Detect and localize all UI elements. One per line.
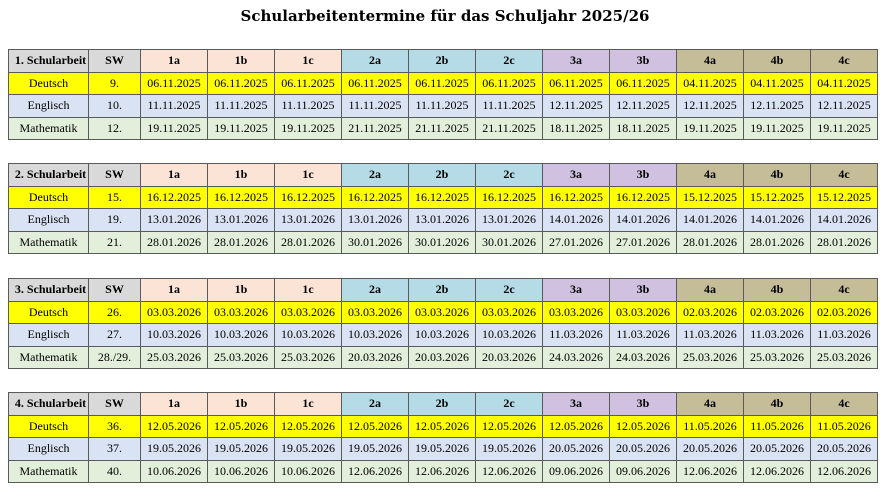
class-header-4b: 4b xyxy=(744,393,811,416)
class-header-3a: 3a xyxy=(543,50,610,73)
class-header-3a: 3a xyxy=(543,164,610,187)
schularbeit-block-2 xyxy=(8,163,878,254)
class-header-1c: 1c xyxy=(275,164,342,187)
subject-cell: Deutsch xyxy=(9,186,89,209)
class-header-1c: 1c xyxy=(275,50,342,73)
date-cell: 24.03.2026 xyxy=(543,346,610,369)
date-cell: 19.05.2026 xyxy=(409,438,476,461)
date-cell: 19.05.2026 xyxy=(275,438,342,461)
school-week-cell: 12. xyxy=(89,117,141,140)
subject-cell: Mathematik xyxy=(9,346,89,369)
date-cell: 20.05.2026 xyxy=(811,438,878,461)
date-cell: 16.12.2025 xyxy=(275,186,342,209)
date-cell: 11.11.2025 xyxy=(208,95,275,118)
date-cell: 12.05.2026 xyxy=(141,415,208,438)
date-cell: 13.01.2026 xyxy=(208,209,275,232)
header-row xyxy=(9,50,878,73)
class-header-1a: 1a xyxy=(141,50,208,73)
row-deutsch xyxy=(9,301,878,324)
date-cell: 14.01.2026 xyxy=(744,209,811,232)
date-cell: 11.03.2026 xyxy=(543,324,610,347)
class-header-1b: 1b xyxy=(208,279,275,302)
date-cell: 03.03.2026 xyxy=(275,301,342,324)
class-header-3a: 3a xyxy=(543,393,610,416)
date-cell: 02.03.2026 xyxy=(677,301,744,324)
date-cell: 15.12.2025 xyxy=(677,186,744,209)
sw-header: SW xyxy=(89,50,141,73)
date-cell: 12.11.2025 xyxy=(610,95,677,118)
date-cell: 25.03.2026 xyxy=(141,346,208,369)
date-cell: 13.01.2026 xyxy=(476,209,543,232)
date-cell: 25.03.2026 xyxy=(677,346,744,369)
header-row xyxy=(9,164,878,187)
class-header-2a: 2a xyxy=(342,279,409,302)
school-week-cell: 15. xyxy=(89,186,141,209)
row-mathematik xyxy=(9,117,878,140)
school-week-cell: 21. xyxy=(89,231,141,254)
school-week-cell: 27. xyxy=(89,324,141,347)
date-cell: 06.11.2025 xyxy=(476,72,543,95)
date-cell: 19.05.2026 xyxy=(476,438,543,461)
class-header-4b: 4b xyxy=(744,164,811,187)
date-cell: 10.03.2026 xyxy=(409,324,476,347)
date-cell: 12.06.2026 xyxy=(744,460,811,483)
date-cell: 19.11.2025 xyxy=(275,117,342,140)
date-cell: 09.06.2026 xyxy=(610,460,677,483)
date-cell: 16.12.2025 xyxy=(610,186,677,209)
date-cell: 06.11.2025 xyxy=(208,72,275,95)
date-cell: 11.11.2025 xyxy=(275,95,342,118)
date-cell: 03.03.2026 xyxy=(409,301,476,324)
schedule-table xyxy=(8,49,878,140)
subject-cell: Deutsch xyxy=(9,301,89,324)
class-header-4a: 4a xyxy=(677,50,744,73)
date-cell: 06.11.2025 xyxy=(141,72,208,95)
date-cell: 13.01.2026 xyxy=(275,209,342,232)
date-cell: 12.11.2025 xyxy=(677,95,744,118)
date-cell: 11.03.2026 xyxy=(744,324,811,347)
date-cell: 19.05.2026 xyxy=(141,438,208,461)
date-cell: 10.03.2026 xyxy=(208,324,275,347)
date-cell: 25.03.2026 xyxy=(275,346,342,369)
class-header-2b: 2b xyxy=(409,279,476,302)
date-cell: 20.05.2026 xyxy=(744,438,811,461)
schedule-table xyxy=(8,392,878,483)
row-deutsch xyxy=(9,72,878,95)
date-cell: 28.01.2026 xyxy=(141,231,208,254)
date-cell: 20.03.2026 xyxy=(476,346,543,369)
date-cell: 02.03.2026 xyxy=(744,301,811,324)
date-cell: 19.11.2025 xyxy=(208,117,275,140)
date-cell: 30.01.2026 xyxy=(476,231,543,254)
class-header-1a: 1a xyxy=(141,164,208,187)
class-header-2a: 2a xyxy=(342,393,409,416)
date-cell: 06.11.2025 xyxy=(610,72,677,95)
date-cell: 14.01.2026 xyxy=(677,209,744,232)
subject-cell: Mathematik xyxy=(9,460,89,483)
date-cell: 11.05.2026 xyxy=(811,415,878,438)
subject-cell: Englisch xyxy=(9,209,89,232)
date-cell: 16.12.2025 xyxy=(543,186,610,209)
class-header-2b: 2b xyxy=(409,164,476,187)
date-cell: 12.05.2026 xyxy=(409,415,476,438)
date-cell: 16.12.2025 xyxy=(208,186,275,209)
sw-header: SW xyxy=(89,279,141,302)
school-week-cell: 40. xyxy=(89,460,141,483)
date-cell: 12.05.2026 xyxy=(476,415,543,438)
date-cell: 28.01.2026 xyxy=(208,231,275,254)
date-cell: 25.03.2026 xyxy=(208,346,275,369)
class-header-2c: 2c xyxy=(476,393,543,416)
date-cell: 14.01.2026 xyxy=(610,209,677,232)
school-week-cell: 9. xyxy=(89,72,141,95)
block-label: 3. Schularbeit xyxy=(9,279,89,302)
date-cell: 27.01.2026 xyxy=(543,231,610,254)
date-cell: 04.11.2025 xyxy=(811,72,878,95)
subject-cell: Mathematik xyxy=(9,117,89,140)
date-cell: 20.05.2026 xyxy=(610,438,677,461)
date-cell: 12.05.2026 xyxy=(610,415,677,438)
school-week-cell: 36. xyxy=(89,415,141,438)
block-label: 2. Schularbeit xyxy=(9,164,89,187)
date-cell: 06.11.2025 xyxy=(275,72,342,95)
date-cell: 03.03.2026 xyxy=(610,301,677,324)
class-header-2b: 2b xyxy=(409,393,476,416)
sw-header: SW xyxy=(89,393,141,416)
date-cell: 16.12.2025 xyxy=(476,186,543,209)
class-header-1b: 1b xyxy=(208,50,275,73)
date-cell: 12.05.2026 xyxy=(275,415,342,438)
date-cell: 03.03.2026 xyxy=(208,301,275,324)
date-cell: 28.01.2026 xyxy=(811,231,878,254)
row-mathematik xyxy=(9,346,878,369)
date-cell: 15.12.2025 xyxy=(744,186,811,209)
date-cell: 20.03.2026 xyxy=(342,346,409,369)
date-cell: 19.11.2025 xyxy=(141,117,208,140)
schedule-table xyxy=(8,163,878,254)
subject-cell: Deutsch xyxy=(9,72,89,95)
date-cell: 03.03.2026 xyxy=(342,301,409,324)
row-englisch xyxy=(9,209,878,232)
date-cell: 19.05.2026 xyxy=(208,438,275,461)
school-week-cell: 10. xyxy=(89,95,141,118)
date-cell: 27.01.2026 xyxy=(610,231,677,254)
date-cell: 19.05.2026 xyxy=(342,438,409,461)
class-header-4a: 4a xyxy=(677,164,744,187)
date-cell: 16.12.2025 xyxy=(409,186,476,209)
subject-cell: Englisch xyxy=(9,95,89,118)
date-cell: 12.11.2025 xyxy=(543,95,610,118)
date-cell: 10.03.2026 xyxy=(476,324,543,347)
date-cell: 25.03.2026 xyxy=(744,346,811,369)
row-mathematik xyxy=(9,231,878,254)
date-cell: 21.11.2025 xyxy=(476,117,543,140)
date-cell: 12.11.2025 xyxy=(811,95,878,118)
date-cell: 10.06.2026 xyxy=(141,460,208,483)
schularbeit-block-4 xyxy=(8,392,878,483)
date-cell: 24.03.2026 xyxy=(610,346,677,369)
date-cell: 06.11.2025 xyxy=(543,72,610,95)
date-cell: 28.01.2026 xyxy=(677,231,744,254)
date-cell: 06.11.2025 xyxy=(409,72,476,95)
row-mathematik xyxy=(9,460,878,483)
date-cell: 10.06.2026 xyxy=(208,460,275,483)
date-cell: 14.01.2026 xyxy=(811,209,878,232)
subject-cell: Mathematik xyxy=(9,231,89,254)
schularbeit-block-3 xyxy=(8,278,878,369)
date-cell: 20.05.2026 xyxy=(543,438,610,461)
date-cell: 10.03.2026 xyxy=(275,324,342,347)
date-cell: 21.11.2025 xyxy=(342,117,409,140)
date-cell: 11.11.2025 xyxy=(476,95,543,118)
date-cell: 03.03.2026 xyxy=(476,301,543,324)
date-cell: 14.01.2026 xyxy=(543,209,610,232)
date-cell: 02.03.2026 xyxy=(811,301,878,324)
date-cell: 11.05.2026 xyxy=(744,415,811,438)
class-header-3b: 3b xyxy=(610,393,677,416)
row-englisch xyxy=(9,95,878,118)
date-cell: 12.05.2026 xyxy=(342,415,409,438)
date-cell: 11.03.2026 xyxy=(677,324,744,347)
row-englisch xyxy=(9,324,878,347)
date-cell: 13.01.2026 xyxy=(141,209,208,232)
date-cell: 19.11.2025 xyxy=(811,117,878,140)
row-deutsch xyxy=(9,415,878,438)
class-header-3b: 3b xyxy=(610,164,677,187)
date-cell: 04.11.2025 xyxy=(744,72,811,95)
row-englisch xyxy=(9,438,878,461)
class-header-2c: 2c xyxy=(476,164,543,187)
date-cell: 11.11.2025 xyxy=(409,95,476,118)
date-cell: 18.11.2025 xyxy=(610,117,677,140)
date-cell: 06.11.2025 xyxy=(342,72,409,95)
date-cell: 11.05.2026 xyxy=(677,415,744,438)
date-cell: 11.03.2026 xyxy=(811,324,878,347)
date-cell: 16.12.2025 xyxy=(342,186,409,209)
date-cell: 11.11.2025 xyxy=(342,95,409,118)
date-cell: 12.06.2026 xyxy=(409,460,476,483)
school-week-cell: 26. xyxy=(89,301,141,324)
class-header-1b: 1b xyxy=(208,393,275,416)
class-header-4a: 4a xyxy=(677,393,744,416)
schularbeit-block-1 xyxy=(8,49,878,140)
class-header-4a: 4a xyxy=(677,279,744,302)
page-title: Schularbeitentermine für das Schuljahr 2025/26 xyxy=(240,7,650,25)
date-cell: 12.05.2026 xyxy=(543,415,610,438)
date-cell: 30.01.2026 xyxy=(342,231,409,254)
class-header-3a: 3a xyxy=(543,279,610,302)
header-row xyxy=(9,393,878,416)
date-cell: 21.11.2025 xyxy=(409,117,476,140)
school-week-cell: 19. xyxy=(89,209,141,232)
class-header-3b: 3b xyxy=(610,279,677,302)
date-cell: 15.12.2025 xyxy=(811,186,878,209)
header-row xyxy=(9,279,878,302)
school-week-cell: 28./29. xyxy=(89,346,141,369)
class-header-1b: 1b xyxy=(208,164,275,187)
row-deutsch xyxy=(9,186,878,209)
date-cell: 10.06.2026 xyxy=(275,460,342,483)
class-header-4c: 4c xyxy=(811,393,878,416)
class-header-1c: 1c xyxy=(275,393,342,416)
subject-cell: Englisch xyxy=(9,324,89,347)
date-cell: 11.11.2025 xyxy=(141,95,208,118)
date-cell: 10.03.2026 xyxy=(342,324,409,347)
class-header-4c: 4c xyxy=(811,164,878,187)
class-header-4c: 4c xyxy=(811,50,878,73)
date-cell: 19.11.2025 xyxy=(744,117,811,140)
date-cell: 09.06.2026 xyxy=(543,460,610,483)
date-cell: 03.03.2026 xyxy=(141,301,208,324)
date-cell: 30.01.2026 xyxy=(409,231,476,254)
date-cell: 04.11.2025 xyxy=(677,72,744,95)
class-header-2a: 2a xyxy=(342,50,409,73)
date-cell: 16.12.2025 xyxy=(141,186,208,209)
date-cell: 20.03.2026 xyxy=(409,346,476,369)
date-cell: 12.06.2026 xyxy=(811,460,878,483)
class-header-2a: 2a xyxy=(342,164,409,187)
date-cell: 25.03.2026 xyxy=(811,346,878,369)
class-header-2c: 2c xyxy=(476,50,543,73)
class-header-1a: 1a xyxy=(141,279,208,302)
date-cell: 12.06.2026 xyxy=(476,460,543,483)
date-cell: 12.06.2026 xyxy=(342,460,409,483)
date-cell: 20.05.2026 xyxy=(677,438,744,461)
block-label: 1. Schularbeit xyxy=(9,50,89,73)
date-cell: 12.05.2026 xyxy=(208,415,275,438)
subject-cell: Deutsch xyxy=(9,415,89,438)
date-cell: 18.11.2025 xyxy=(543,117,610,140)
class-header-4b: 4b xyxy=(744,279,811,302)
class-header-1c: 1c xyxy=(275,279,342,302)
schedule-table xyxy=(8,278,878,369)
class-header-2c: 2c xyxy=(476,279,543,302)
class-header-2b: 2b xyxy=(409,50,476,73)
block-label: 4. Schularbeit xyxy=(9,393,89,416)
date-cell: 19.11.2025 xyxy=(677,117,744,140)
date-cell: 12.06.2026 xyxy=(677,460,744,483)
date-cell: 13.01.2026 xyxy=(409,209,476,232)
date-cell: 03.03.2026 xyxy=(543,301,610,324)
school-week-cell: 37. xyxy=(89,438,141,461)
sw-header: SW xyxy=(89,164,141,187)
date-cell: 28.01.2026 xyxy=(744,231,811,254)
subject-cell: Englisch xyxy=(9,438,89,461)
class-header-3b: 3b xyxy=(610,50,677,73)
date-cell: 10.03.2026 xyxy=(141,324,208,347)
date-cell: 28.01.2026 xyxy=(275,231,342,254)
date-cell: 13.01.2026 xyxy=(342,209,409,232)
date-cell: 12.11.2025 xyxy=(744,95,811,118)
class-header-1a: 1a xyxy=(141,393,208,416)
class-header-4c: 4c xyxy=(811,279,878,302)
date-cell: 11.03.2026 xyxy=(610,324,677,347)
class-header-4b: 4b xyxy=(744,50,811,73)
